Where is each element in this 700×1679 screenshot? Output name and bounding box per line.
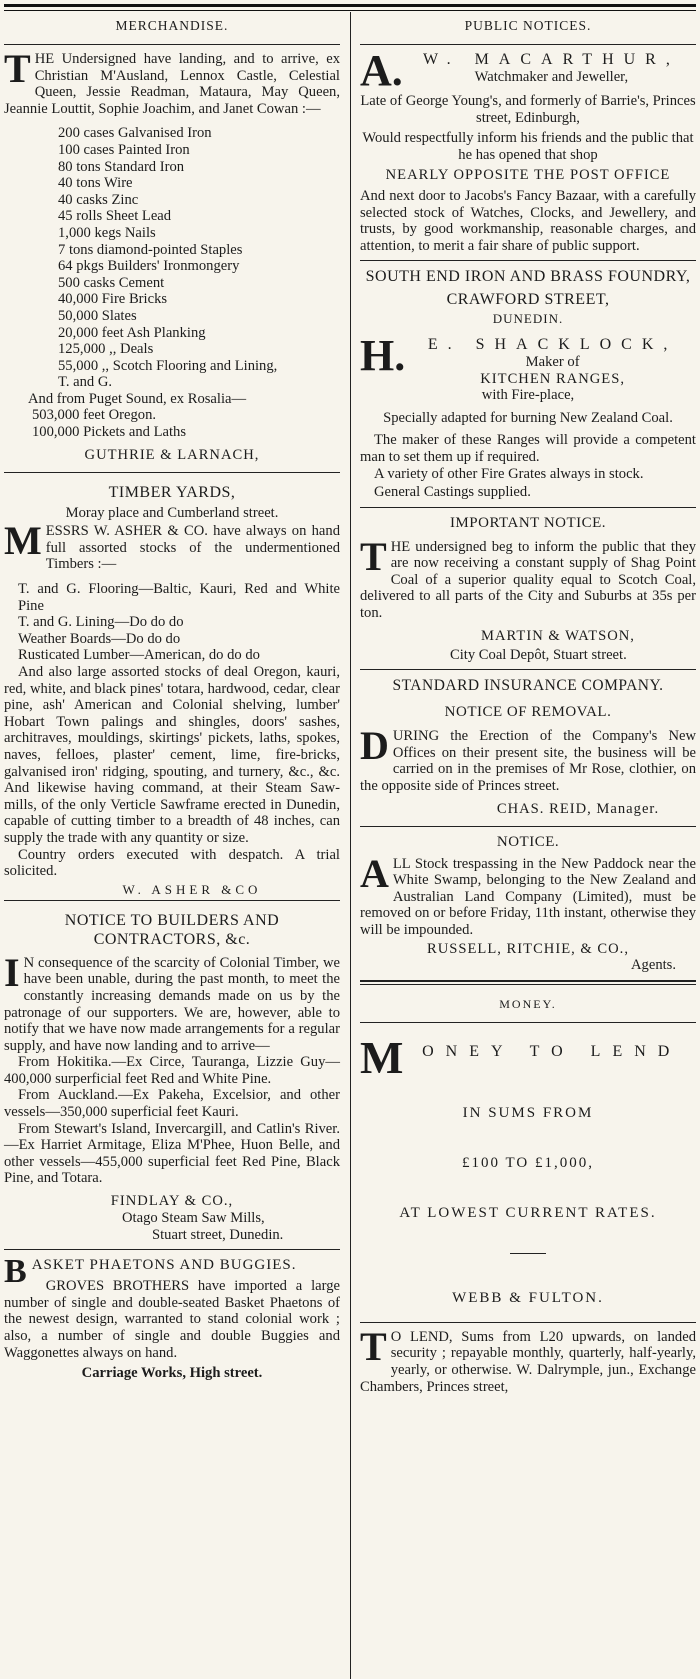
merchandise-item: 100 cases Painted Iron [58,141,190,158]
signature-line: Otago Steam Saw Mills, [122,1210,265,1227]
subheader: NOTICE OF REMOVAL. [444,704,612,721]
foundry-p1: The maker of these Ranges will provide a competent man to set them up if required. [360,432,696,465]
drop-cap: B [4,1253,28,1291]
money-line: IN SUMS FROM [462,1104,594,1121]
section-header: MONEY. [499,996,557,1011]
divider [360,44,696,45]
timber-address: Moray place and Cumberland street. [65,504,279,521]
to-lend-body [360,1323,696,1395]
drop-cap: T [360,533,387,579]
signature: W. ASHER &CO [122,881,262,897]
merchandise-item: 20,000 feet Ash Planking [58,324,206,341]
merchandise-intro [4,46,340,117]
foundry-advert [360,267,696,500]
signature-line: City Coal Depôt, Stuart street. [450,646,627,663]
basket-footer: Carriage Works, High street. [81,1365,263,1382]
merchandise-items [4,117,340,391]
timber-lines [4,573,340,664]
foundry-name: E. SHACKLOCK, [427,335,678,353]
divider [360,984,696,985]
money-advert [360,991,696,1308]
macarthur-body: Would respectfully inform his friends and the public that he has opened that shop [362,130,694,163]
merchandise-item: 50,000 Slates [58,307,137,324]
macarthur-late: Late of George Young's, and formerly of Barrie's, Princes street, Edinburgh, [360,93,696,126]
divider [4,472,340,473]
puget-item: 503,000 feet Oregon. [32,407,157,424]
drop-cap: D [360,723,389,769]
timber-country: Country orders executed with despatch. A trial solicited. [4,846,340,880]
section-header: NOTICE. [496,833,560,850]
merchandise-item: 7 tons diamond-pointed Staples [58,241,243,258]
drop-cap: A. [360,51,403,89]
money-line: £100 TO £1,000, [462,1154,594,1171]
signature-line: Stuart street, Dunedin. [152,1226,284,1243]
timber-line: Rusticated Lumber—American, do do do [18,647,260,664]
merchandise-advert [4,12,340,466]
drop-cap: H. [360,330,406,380]
builders-intro [4,949,340,1055]
drop-cap: A [360,850,389,896]
builders-advert [4,907,340,1244]
divider-thick [360,980,696,982]
standard-body [360,722,696,794]
basket-body: GROVES BROTHERS have imported a large number of single and double-seated Basket Phaetons of the newest design, warranted to stand colonial work ; also, a number of single and double Buggies and Waggonettes always on hand. [4,1278,340,1361]
merchandise-item: 125,000 ,, Deals [58,341,154,358]
timber-line: T. and G. Flooring—Baltic, Kauri, Red and White Pine [18,581,340,614]
divider [4,44,340,45]
builders-auckland: From Auckland.—Ex Pakeha, Excelsior, and other vessels—350,000 superficial feet Kauri. [4,1087,340,1121]
important-advert [360,514,696,664]
section-header: IMPORTANT NOTICE. [449,514,607,531]
merchandise-item: 1,000 kegs Nails [58,224,156,241]
drop-cap: T [4,46,31,91]
right-column [356,12,696,1395]
notice-body [360,852,696,939]
basket-advert [4,1253,340,1382]
timber-line: Weather Boards—Do do do [18,630,181,647]
divider [360,826,696,827]
intro-text: HE Undersigned have landing, and to arrive, ex Christian M'Ausland, Lennox Castle, Celestial Queen, Jessie Readman, Mataura, May Queen, Jeannie Louttit, Sophie Joachim, and Janet Cowan :— [4,51,340,117]
column-divider [350,12,351,1679]
signature: GUTHRIE & LARNACH, [84,446,260,463]
drop-cap: M [4,518,42,564]
divider [4,1249,340,1250]
divider [360,1322,696,1323]
signature: RUSSELL, RITCHIE, & CO., [427,940,629,957]
builders-hokitika: From Hokitika.—Ex Circe, Tauranga, Lizzie Guy—400,000 surperficial feet Red and White Pine. [4,1054,340,1087]
intro-text: N consequence of the scarcity of Colonial Timber, we have been unable, during the past month, to meet the constantly increasing demands made on us by the patronage of our supporters. We are, however, able to notify that we have now made arrangements for a regular supply, and have now landing and to arrive— [4,954,340,1054]
signature: FINDLAY & CO., [110,1193,234,1210]
macarthur-title: Watchmaker and Jeweller, [474,69,629,85]
body-text: O LEND, Sums from L20 upwards, on landed security ; repayable monthly, quarterly, half-yearly, yearly, or otherwise. W. Dalrymple, jun., Exchange Chambers, Princes street, [360,1328,696,1395]
puget-line: And from Puget Sound, ex Rosalia— [28,390,247,407]
body-text: LL Stock trespassing in the New Paddock near the White Swamp, belonging to the New Zealand and Australian Land Company (Limited), must be removed on or before Friday, 11th instant, otherwise they will be impounded. [360,855,696,938]
merchandise-item: 40 casks Zinc [58,191,139,208]
foundry-p3: General Castings supplied. [374,484,531,501]
foundry-fireplace: with Fire-place, [481,387,575,404]
body-text: URING the Erection of the Company's New Offices on their present site, the business will be carried on in the premises of Mr Rose, clothier, on the opposite side of Princes street. [360,728,696,795]
foundry-p2: A variety of other Fire Grates always in stock. [374,465,644,482]
important-body [360,533,696,622]
body-text: HE undersigned beg to inform the public that they are now receiving a constant supply of Shag Point Coal of a superior quality equal to Scotch Coal, delivered to all parts of the City and Suburbs at 35s per ton. [360,538,696,622]
foundry-heading [360,328,696,404]
intro-text: ESSRS W. ASHER & CO. have always on hand full assorted stocks of the undermentioned Timbers :— [45,523,340,573]
drop-cap: T [360,1323,387,1369]
merchandise-item: T. and G. [58,374,113,391]
foundry-special: Specially adapted for burning New Zealand Coal. [383,409,673,426]
divider [360,1022,696,1023]
timber-paragraph: And also large assorted stocks of deal Oregon, kauri, red, white, and black pines' totara, hardwood, cedar, clear pine, ash' American and Colonial shelving, lumber' Hobart Town palings and shingles, doors' sashes, architraves, mouldings, skirtings' pickets, laths, spokes, naves, felloes, plaster' cement, lime, fire-bricks, galvanised iron' ridging, spouting, and turnery, &c., &c. And likewise having command, at their Steam Saw-mills, of the only Verticle Sawframe erected in Dunedin, capable of cutting timber to a breadth of 48 inches, can supply the trade with any quantity or size. [4,664,340,846]
drop-cap: M [360,1031,404,1077]
money-title-row [360,1029,696,1077]
macarthur-body: And next door to Jacobs's Fancy Bazaar, with a carefully selected stock of Watches, Clocks, and Jewellery, and trusts, by good workmanship, reasonable charges, and attention, to merit a fair share of public support. [360,187,696,254]
macarthur-caps: NEARLY OPPOSITE THE POST OFFICE [385,167,671,184]
drop-cap: I [4,949,20,995]
merchandise-item: 80 tons Standard Iron [58,158,185,175]
paddock-notice [360,833,696,974]
divider [360,669,696,670]
section-header: STANDARD INSURANCE COMPANY. [392,677,664,695]
merchandise-item: 40 tons Wire [58,175,133,192]
macarthur-name: W. MACARTHUR, [422,51,680,68]
macarthur-heading [360,51,696,89]
foundry-city: DUNEDIN. [492,311,564,327]
builders-stewart: From Stewart's Island, Invercargill, and Catlin's River.—Ex Harriet Armitage, Eliza M'Phee, Huon Belle, and other vessels—455,000 superficial feet Red Pine, Black Pine, and Totara. [4,1120,340,1187]
money-line: AT LOWEST CURRENT RATES. [399,1204,657,1221]
to-lend-advert [360,1323,696,1395]
divider [360,507,696,508]
signature: MARTIN & WATSON, [481,627,635,644]
merchandise-item: 40,000 Fire Bricks [58,291,168,308]
section-header [4,1253,340,1291]
timber-line: T. and G. Lining—Do do do [18,614,184,631]
signature-line: Agents. [631,957,676,974]
standard-advert [360,676,696,819]
puget-item: 100,000 Pickets and Laths [32,424,187,441]
section-header: SOUTH END IRON AND BRASS FOUNDRY, [365,268,691,286]
timber-advert [4,479,340,898]
header-text: ASKET PHAETONS AND BUGGIES. [31,1257,297,1274]
signature: WEBB & FULTON. [452,1289,604,1306]
divider [4,900,340,901]
money-title: ONEY TO LEND [422,1042,682,1060]
puget-items [4,407,340,440]
section-header: MERCHANDISE. [115,18,229,33]
timber-intro [4,518,340,573]
section-header: NOTICE TO BUILDERS AND CONTRACTORS, &c. [64,911,280,948]
section-header: PUBLIC NOTICES. [464,18,592,33]
merchandise-item: 55,000 ,, Scotch Flooring and Lining, [58,357,278,374]
merchandise-item: 64 pkgs Builders' Ironmongery [58,258,240,275]
divider [360,260,696,261]
macarthur-advert [360,12,696,254]
merchandise-item: 200 cases Galvanised Iron [58,125,212,142]
top-rule [4,4,696,7]
foundry-street: CRAWFORD STREET, [446,291,610,309]
merchandise-item: 500 casks Cement [58,274,165,291]
merchandise-item: 45 rolls Sheet Lead [58,208,172,225]
foundry-maker: Maker of [525,353,580,370]
top-rule-thin [4,10,696,11]
foundry-ranges: KITCHEN RANGES, [480,370,625,387]
section-header: TIMBER YARDS, [108,483,236,501]
signature: CHAS. REID, Manager. [496,800,660,817]
left-column [4,12,346,1382]
